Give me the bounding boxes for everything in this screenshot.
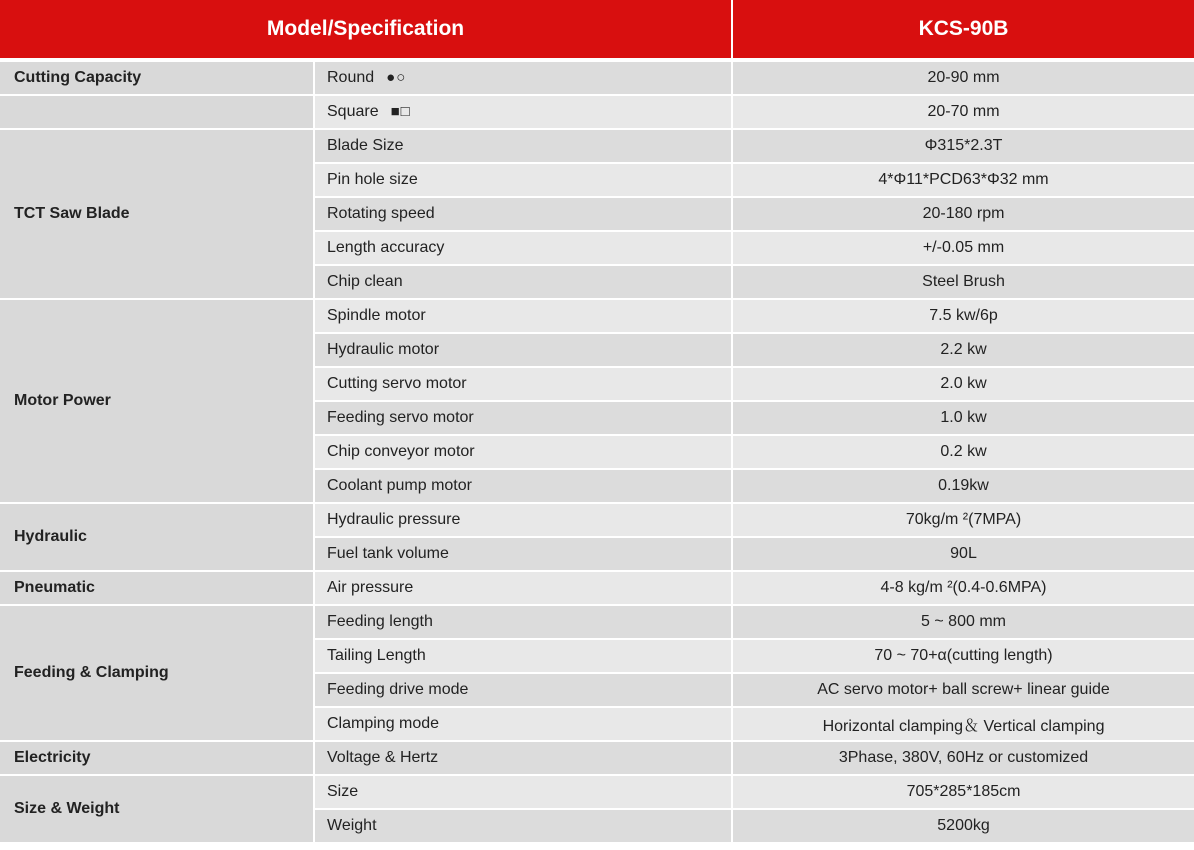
value-cell: 0.2 kw — [732, 435, 1194, 469]
value-cell: 20-180 rpm — [732, 197, 1194, 231]
param-label: Hydraulic motor — [327, 341, 440, 358]
param-cell — [314, 129, 732, 163]
param-cell — [314, 469, 732, 503]
param-cell — [314, 299, 732, 333]
category-label: Pneumatic — [0, 571, 314, 605]
value-cell: 705*285*185cm — [732, 775, 1194, 809]
value-cell: +/-0.05 mm — [732, 231, 1194, 265]
param-cell — [314, 537, 732, 571]
param-cell — [314, 333, 732, 367]
param-label: Spindle motor — [327, 307, 426, 324]
value-cell: 90L — [732, 537, 1194, 571]
value-cell: Steel Brush — [732, 265, 1194, 299]
param-cell — [314, 503, 732, 537]
param-label: Clamping mode — [327, 715, 440, 732]
category-label: Hydraulic — [0, 503, 314, 571]
param-label: Hydraulic pressure — [327, 511, 461, 528]
param-cell — [314, 707, 732, 741]
param-label: Feeding drive mode — [327, 681, 469, 698]
param-cell — [314, 163, 732, 197]
param-label: Rotating speed — [327, 205, 435, 222]
param-label: Length accuracy — [327, 239, 445, 256]
table-row — [0, 60, 1194, 95]
value-cell: 5 ~ 800 mm — [732, 605, 1194, 639]
param-label: Weight — [327, 817, 377, 834]
param-label: Blade Size — [327, 137, 404, 154]
value-cell: 7.5 kw/6p — [732, 299, 1194, 333]
shape-icon: ■□ — [390, 103, 411, 120]
value-cell: 0.19kw — [732, 469, 1194, 503]
param-label: Tailing Length — [327, 647, 426, 664]
category-label: Cutting Capacity — [0, 60, 314, 95]
header-row — [0, 0, 1194, 60]
header-model: KCS-90B — [732, 0, 1194, 60]
param-cell — [314, 639, 732, 673]
value-cell: 70kg/m ²(7MPA) — [732, 503, 1194, 537]
param-cell — [314, 231, 732, 265]
header-spec: Model/Specification — [0, 0, 732, 60]
value-cell: 2.0 kw — [732, 367, 1194, 401]
category-label: Electricity — [0, 741, 314, 775]
param-label: Feeding servo motor — [327, 409, 474, 426]
table-row — [0, 503, 1194, 537]
param-label: Air pressure — [327, 579, 414, 596]
param-cell — [314, 367, 732, 401]
value-cell: Horizontal clamping＆ Vertical clamping — [732, 707, 1194, 741]
param-label: Voltage & Hertz — [327, 749, 439, 766]
value-cell: 70 ~ 70+α(cutting length) — [732, 639, 1194, 673]
param-cell — [314, 435, 732, 469]
param-cell — [314, 265, 732, 299]
param-cell — [314, 197, 732, 231]
value-cell: 1.0 kw — [732, 401, 1194, 435]
param-label: Cutting servo motor — [327, 375, 467, 392]
param-cell — [314, 571, 732, 605]
param-cell — [314, 605, 732, 639]
table-row — [0, 741, 1194, 775]
value-cell: 20-90 mm — [732, 60, 1194, 95]
value-cell: 4*Φ11*PCD63*Φ32 mm — [732, 163, 1194, 197]
param-cell — [314, 741, 732, 775]
param-cell — [314, 60, 732, 95]
table-row — [0, 299, 1194, 333]
value-cell: 20-70 mm — [732, 95, 1194, 129]
shape-icon: ●○ — [386, 69, 407, 86]
category-label: Feeding & Clamping — [0, 605, 314, 741]
value-cell: 3Phase, 380V, 60Hz or customized — [732, 741, 1194, 775]
param-label: Chip clean — [327, 273, 403, 290]
param-cell — [314, 673, 732, 707]
param-label: Chip conveyor motor — [327, 443, 475, 460]
value-cell: Φ315*2.3T — [732, 129, 1194, 163]
param-cell — [314, 401, 732, 435]
param-cell — [314, 809, 732, 843]
table-row — [0, 129, 1194, 163]
param-label: Square — [327, 103, 379, 120]
param-label: Round — [327, 69, 375, 86]
param-label: Fuel tank volume — [327, 545, 449, 562]
category-label — [0, 95, 314, 129]
category-label: Motor Power — [0, 299, 314, 503]
value-cell: 2.2 kw — [732, 333, 1194, 367]
param-cell — [314, 775, 732, 809]
table-row — [0, 605, 1194, 639]
param-cell — [314, 95, 732, 129]
value-cell: 4-8 kg/m ²(0.4-0.6MPA) — [732, 571, 1194, 605]
param-label: Feeding length — [327, 613, 433, 630]
category-label: Size & Weight — [0, 775, 314, 843]
table-row — [0, 95, 1194, 129]
category-label: TCT Saw Blade — [0, 129, 314, 299]
spec-body — [0, 60, 1194, 843]
param-label: Coolant pump motor — [327, 477, 472, 494]
table-row — [0, 571, 1194, 605]
param-label: Pin hole size — [327, 171, 418, 188]
value-cell: AC servo motor+ ball screw+ linear guide — [732, 673, 1194, 707]
table-row — [0, 775, 1194, 809]
value-cell: 5200kg — [732, 809, 1194, 843]
param-label: Size — [327, 783, 359, 800]
